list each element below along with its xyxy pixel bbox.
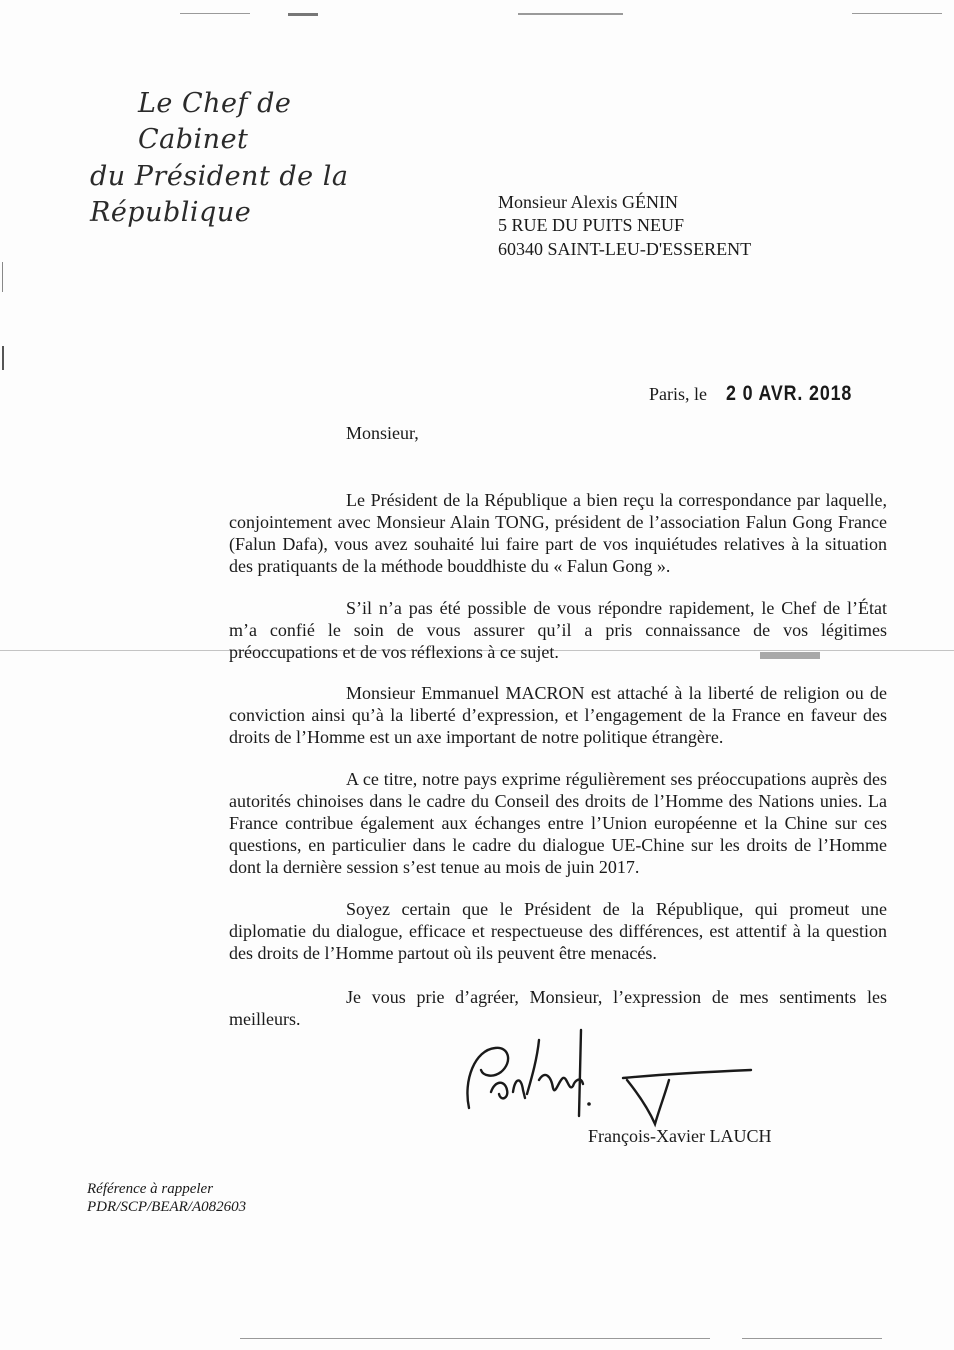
body-paragraph: S’il n’a pas été possible de vous répondre rapidement, le Chef de l’État m’a confié le soin de vous assurer qu’il a pris connaissance de vos légitimes préoccupations et de vos réflexions à ce sujet.	[229, 598, 887, 662]
body-paragraph: Le Président de la République a bien reçu la correspondance par laquelle, conjointement avec Monsieur Alain TONG, président de l’association Falun Gong France (Falun Dafa), vous avez souhaité lui faire part de vos inquiétudes relatives à la situation des pratiquants de la méthode bouddhiste du « Falun Gong ».	[229, 490, 887, 576]
salutation: Monsieur,	[346, 423, 419, 443]
date-stamp: 2 0 AVR. 2018	[725, 382, 852, 405]
body-paragraph: Monsieur Emmanuel MACRON est attaché à la liberté de religion ou de conviction ainsi qu’à la liberté d’expression, et l’engagement de la France en faveur des droits de l’Homme est un axe important de notre politique étrangère.	[229, 683, 887, 747]
body-paragraph: A ce titre, notre pays exprime régulièrement ses préoccupations auprès des autorités chinoises dans le cadre du Conseil des droits de l’Homme des Nations unies. La France contribue également aux échanges entre l’Union européenne et la Chine sur ces questions, en particulier dans le cadre du dialogue UE-Chine sur les droits de l’Homme dont la dernière session s’est tenue au mois de juin 2017.	[229, 769, 887, 877]
scan-artifact-top	[180, 13, 250, 14]
scan-artifact-top	[852, 13, 942, 14]
scan-artifact-left-edge	[2, 346, 4, 370]
recipient-city: 60340 SAINT-LEU-D'ESSERENT	[498, 238, 752, 259]
recipient-name: Monsieur Alexis GÉNIN	[498, 192, 678, 212]
recipient-street: 5 RUE DU PUITS NEUF	[498, 215, 685, 236]
recipient-address	[498, 191, 751, 261]
reference-label: Référence à rappeler	[87, 1181, 214, 1197]
scan-artifact-left-edge	[2, 262, 3, 292]
scan-artifact-bottom	[240, 1338, 710, 1339]
scan-artifact-bottom	[742, 1338, 882, 1339]
closing-paragraph: Je vous prie d’agréer, Monsieur, l’expression de mes sentiments les meilleurs.	[229, 987, 887, 1029]
date-line	[649, 382, 874, 406]
reference-block	[87, 1180, 246, 1216]
body-paragraph: Soyez certain que le Président de la République, qui promeut une diplomatie du dialogue, efficace et respectueuse des différences, est attentif à la question des droits de l’Homme partout où ils peuvent être menacés.	[229, 899, 887, 963]
letterhead-title: Le Chef de Cabinet	[138, 88, 292, 156]
reference-code: PDR/SCP/BEAR/A082603	[87, 1199, 247, 1215]
scan-artifact-top	[288, 13, 318, 16]
signer-name: François-Xavier LAUCH	[588, 1126, 772, 1146]
letterhead	[90, 86, 410, 232]
date-place: Paris, le	[649, 384, 707, 404]
letterhead-subtitle: du Président de la République	[90, 160, 349, 229]
handwritten-signature	[455, 1020, 755, 1130]
scan-artifact-top	[518, 13, 623, 15]
